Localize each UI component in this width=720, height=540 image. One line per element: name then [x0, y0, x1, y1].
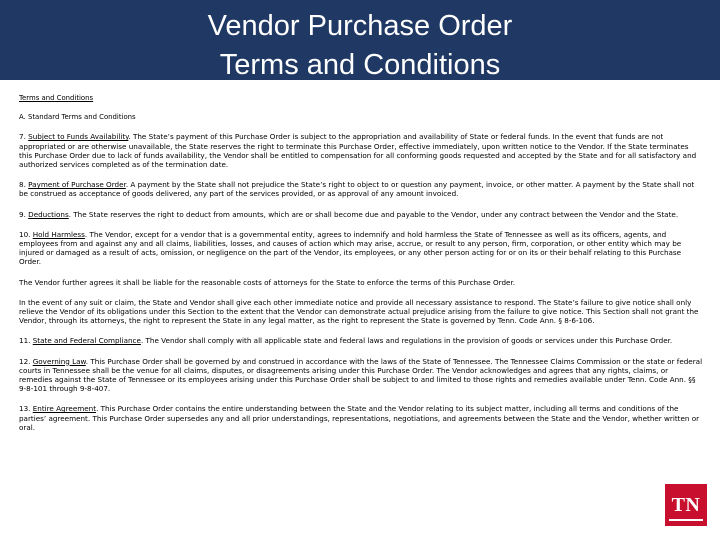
paragraph-suit-notice: In the event of any suit or claim, the State and Vendor shall give each other immediate notice and provide all necessary assistance to respond. The State’s failure to give notice shall only relieve the Vendor of its obligations under this Section to the extent that the Vendor can demonstrate actual prejudice arising from the failure to give notice. This Section shall not grant the Vendor, through its attorneys, the right to represent the State in any legal matter, as the right to represent the State is governed by Tenn. Code Ann. § 8-6-106. — [19, 297, 699, 326]
clause-number: 7. — [19, 132, 29, 142]
clause-text: . The State’s payment of this Purchase Order is subject to the appropriation and availability of State or federal funds. In the event that funds are not appropriated or are otherwise unavailable, the State reserves the right to terminate this Purchase Order, effective immediately, upon written notice to the Vendor. If the State terminates this Purchase Order due to lack of funds availability, the Vendor shall be entitled to compensation for all conforming goods requested and accepted by the State and for all satisfactory and authorized services completed as of the termination date. — [19, 132, 697, 170]
paragraph-attorney-fees: The Vendor further agrees it shall be liable for the reasonable costs of attorneys for the State to enforce the terms of this Purchase Order. — [19, 277, 516, 287]
clause-text: . This Purchase Order contains the entire understanding between the State and the Vendor relating to its subject matter, including all terms and conditions of the parties’ agreement. This Purchase Order supersedes any and all prior understandings, representations, negotiations, and agreements between the State and the Vendor, whether written or oral. — [19, 404, 700, 432]
clause-text: . This Purchase Order shall be governed by and construed in accordance with the laws of the State of Tennessee. The Tennessee Claims Commission or the state or federal courts in Tennessee shall be the venue for all claims, disputes, or disagreements arising under this Purchase Order. The Vendor acknowledges and agrees that any rights, claims, or remedies against the State of Tennessee or its employees arising under this Purchase Order shall be subject to and limited to those rights and remedies available under Tenn. Code Ann. §§ 9-8-101 through 9-8-407. — [19, 356, 703, 394]
clause-number: 12. — [19, 356, 33, 366]
section-heading-text: Terms and Conditions — [19, 94, 94, 102]
clause-13 — [19, 404, 703, 432]
clause-number: 9. — [19, 209, 29, 219]
clause-number: 10. — [19, 229, 33, 239]
clause-text: . A payment by the State shall not prejudice the State’s right to object to or question any payment, invoice, or other matter. A payment by the State shall not be construed as acceptance of goods delivered, any part of the services provided, or as approval of any amount invoiced. — [19, 180, 695, 199]
title-banner — [0, 0, 720, 80]
clause-text: . The Vendor shall comply with all applicable state and federal laws and regulations in the provision of goods or services under this Purchase Order. — [140, 336, 673, 346]
tn-logo-icon — [665, 484, 707, 526]
clause-7 — [19, 132, 703, 169]
page-title-line-1: Vendor Purchase Order — [207, 10, 513, 42]
clause-text: . The Vendor, except for a vendor that is a governmental entity, agrees to indemnify and hold harmless the State of Tennessee as well as its officers, agents, and employees from and against any and all claims, liabilities, losses, and causes of action which may arise, accrue, or result to any person, firm, corporation, or other entity which may be injured or damaged as a result of acts, omission, or negligence on the part of the Vendor, its employees, or any other person acting for or on its or their behalf relating to this Purchase Order. — [19, 229, 682, 267]
clause-title: Governing Law — [32, 356, 86, 366]
clause-11 — [19, 336, 703, 345]
clause-title: State and Federal Compliance — [32, 336, 141, 346]
page-title-line-2: Terms and Conditions — [219, 49, 501, 81]
clause-9 — [19, 210, 703, 219]
clause-number: 8. — [19, 180, 29, 190]
clause-title: Payment of Purchase Order — [28, 180, 126, 190]
clause-title: Hold Harmless — [32, 229, 85, 239]
clause-12 — [19, 357, 703, 394]
clause-10 — [19, 230, 703, 267]
tn-logo-text: TN — [671, 493, 701, 516]
clause-text: . The State reserves the right to deduct from amounts, which are or shall become due and payable to the Vendor, under any contract between the Vendor and the State. — [68, 209, 679, 219]
clause-number: 13. — [19, 404, 33, 414]
clause-title: Entire Agreement — [32, 404, 97, 414]
document-body — [19, 94, 703, 443]
clause-8 — [19, 180, 703, 198]
section-heading — [19, 94, 703, 103]
subsection-heading: A. Standard Terms and Conditions — [19, 113, 136, 122]
clause-title: Subject to Funds Availability — [28, 132, 129, 142]
clause-title: Deductions — [28, 209, 69, 219]
clause-number: 11. — [19, 336, 33, 346]
